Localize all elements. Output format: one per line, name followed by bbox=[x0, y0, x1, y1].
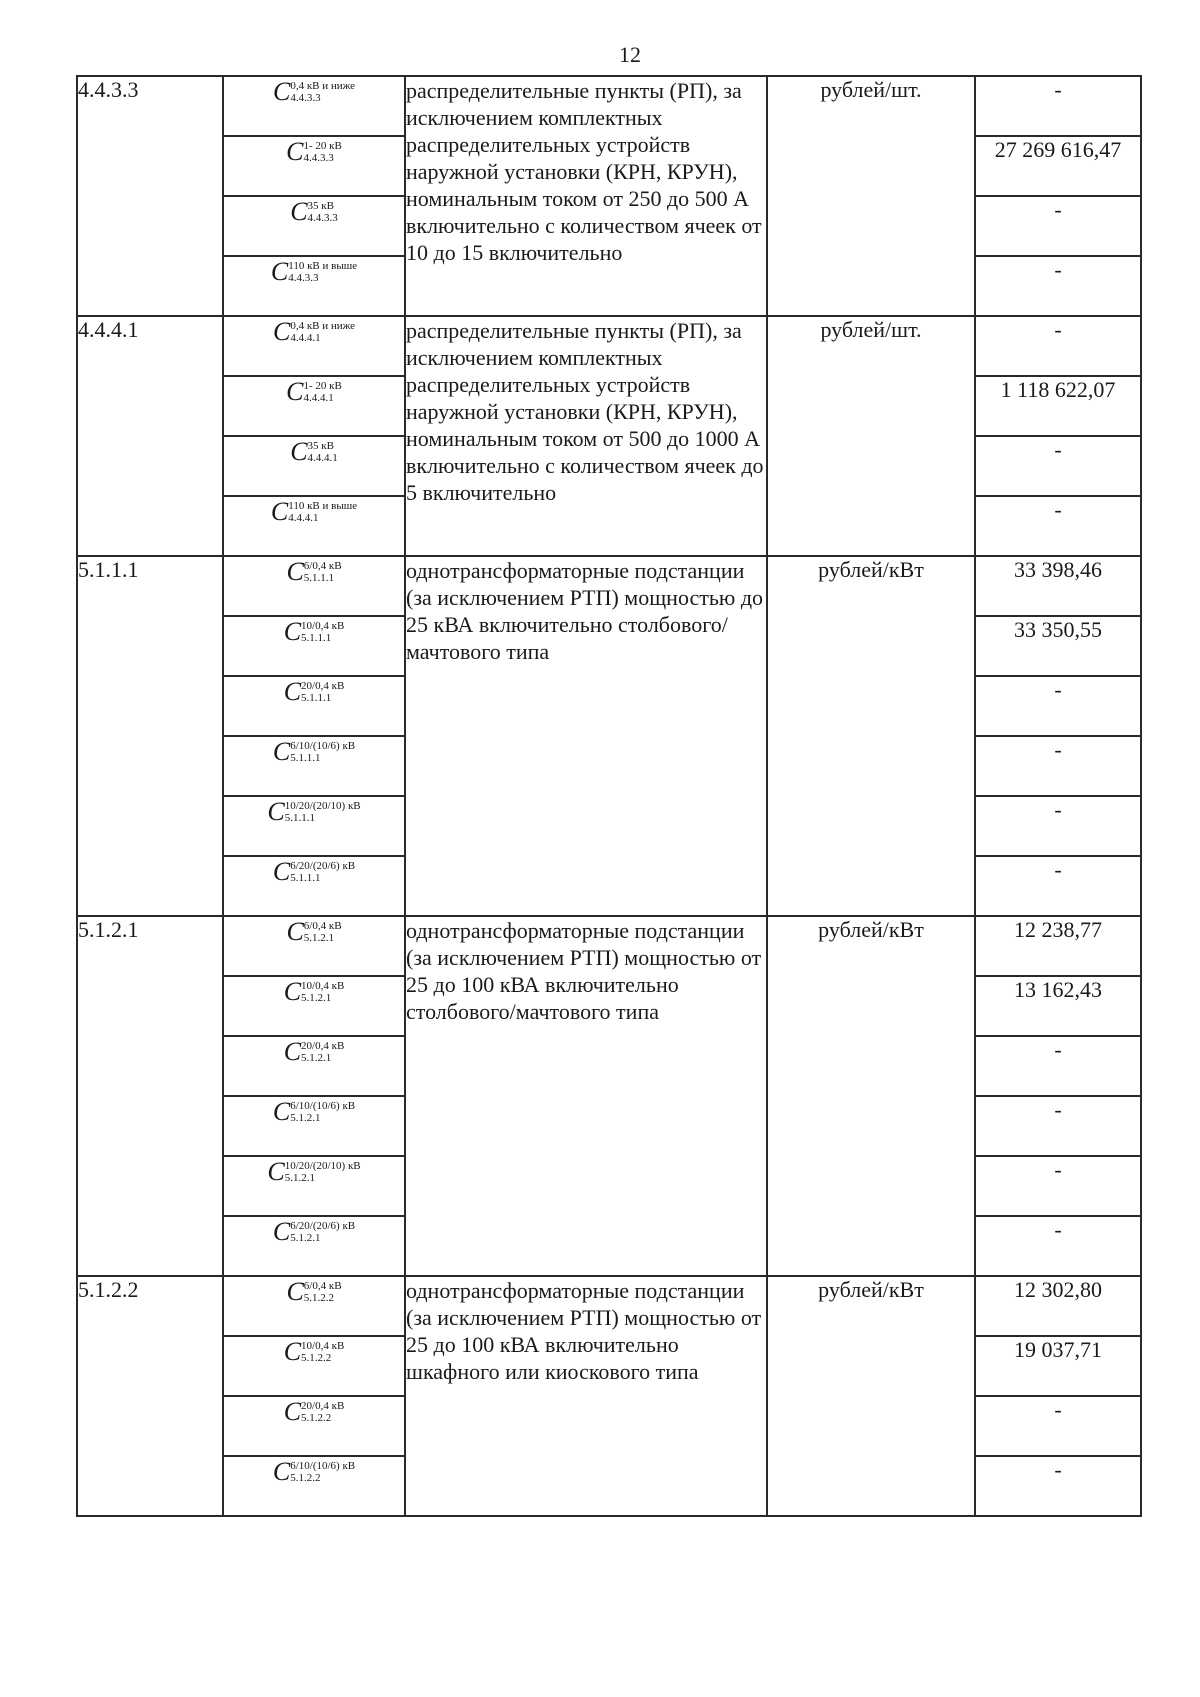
rate-symbol-superscript: 10/20/(20/10) кВ bbox=[284, 800, 361, 812]
rates-table bbox=[76, 75, 1142, 1517]
rate-value: 13 162,43 bbox=[975, 976, 1141, 1036]
rate-symbol-indices bbox=[290, 860, 355, 884]
rate-symbol-cell bbox=[223, 736, 405, 796]
rate-symbol bbox=[273, 1217, 355, 1247]
rate-symbol-letter: C bbox=[283, 617, 302, 646]
rate-symbol bbox=[284, 1337, 345, 1367]
rate-value: - bbox=[975, 496, 1141, 556]
rate-symbol-superscript: 20/0,4 кВ bbox=[301, 1040, 345, 1052]
item-description: однотрансформаторные подстанции (за исключением РТП) мощностью от 25 до 100 кВА включительно столбового/мачтового типа bbox=[405, 916, 767, 1276]
item-code: 5.1.2.2 bbox=[77, 1276, 223, 1516]
rate-symbol-superscript: 6/20/(20/6) кВ bbox=[290, 860, 356, 872]
rate-symbol bbox=[267, 1157, 360, 1187]
rate-symbol bbox=[284, 677, 345, 707]
rate-value: - bbox=[975, 1456, 1141, 1516]
rate-symbol bbox=[284, 1397, 345, 1427]
rate-symbol-subscript: 5.1.2.1 bbox=[301, 992, 332, 1004]
rate-symbol-indices bbox=[290, 1100, 355, 1124]
rate-value: - bbox=[975, 196, 1141, 256]
rate-symbol-letter: C bbox=[272, 737, 291, 766]
rate-symbol-cell bbox=[223, 796, 405, 856]
rate-value: - bbox=[975, 1156, 1141, 1216]
rate-symbol-letter: C bbox=[286, 137, 304, 166]
rate-symbol-cell bbox=[223, 76, 405, 136]
rate-symbol-cell bbox=[223, 676, 405, 736]
rate-symbol-subscript: 5.1.2.1 bbox=[301, 1052, 332, 1064]
rate-symbol-indices bbox=[290, 80, 355, 104]
rate-symbol bbox=[284, 617, 345, 647]
rate-value: - bbox=[975, 736, 1141, 796]
rate-symbol-letter: C bbox=[272, 857, 291, 886]
rate-symbol-cell bbox=[223, 196, 405, 256]
rate-symbol-superscript: 0,4 кВ и ниже bbox=[290, 320, 356, 332]
rate-symbol bbox=[271, 497, 357, 527]
rate-symbol-letter: C bbox=[290, 197, 308, 226]
rate-symbol-letter: C bbox=[283, 977, 302, 1006]
item-code: 5.1.2.1 bbox=[77, 916, 223, 1276]
rate-symbol-indices bbox=[290, 1460, 355, 1484]
item-description: распределительные пункты (РП), за исключением комплектных распределительных устройств наружной установки (КРН, КРУН), номинальным током от 500 до 1000 А включительно с количеством ячеек до 5 включительно bbox=[405, 316, 767, 556]
rate-value: 12 302,80 bbox=[975, 1276, 1141, 1336]
rate-symbol-cell bbox=[223, 1036, 405, 1096]
rate-symbol bbox=[286, 137, 342, 167]
item-unit: рублей/кВт bbox=[767, 916, 975, 1276]
rate-symbol-subscript: 5.1.2.1 bbox=[284, 1172, 315, 1184]
rate-symbol-cell bbox=[223, 916, 405, 976]
rate-symbol-subscript: 4.4.3.3 bbox=[288, 272, 319, 284]
rate-value: - bbox=[975, 1216, 1141, 1276]
rate-symbol-letter: C bbox=[272, 317, 291, 346]
rate-value: - bbox=[975, 856, 1141, 916]
rate-symbol-subscript: 5.1.1.1 bbox=[303, 572, 335, 584]
rate-symbol-letter: C bbox=[286, 557, 304, 586]
rate-symbol-superscript: 1- 20 кВ bbox=[303, 380, 342, 392]
rate-symbol-letter: C bbox=[270, 257, 289, 286]
rate-symbol-indices bbox=[303, 140, 341, 164]
rate-value: 1 118 622,07 bbox=[975, 376, 1141, 436]
rate-symbol-indices bbox=[301, 1040, 344, 1064]
rate-symbol-letter: C bbox=[286, 1277, 304, 1306]
rate-symbol-cell bbox=[223, 1216, 405, 1276]
rate-symbol-indices bbox=[290, 740, 355, 764]
rate-symbol-cell bbox=[223, 976, 405, 1036]
table-row bbox=[77, 316, 1141, 376]
rate-symbol-cell bbox=[223, 136, 405, 196]
rate-symbol-cell bbox=[223, 1396, 405, 1456]
rate-symbol-superscript: 10/20/(20/10) кВ bbox=[284, 1160, 361, 1172]
rate-symbol-subscript: 4.4.4.1 bbox=[307, 452, 338, 464]
item-unit: рублей/кВт bbox=[767, 1276, 975, 1516]
rate-symbol-indices bbox=[285, 800, 361, 824]
rate-symbol-subscript: 4.4.4.1 bbox=[303, 392, 334, 404]
item-unit: рублей/шт. bbox=[767, 316, 975, 556]
rate-symbol bbox=[286, 557, 341, 587]
rate-symbol-indices bbox=[290, 1220, 355, 1244]
item-description: однотрансформаторные подстанции (за исключением РТП) мощностью от 25 до 100 кВА включительно шкафного или киоскового типа bbox=[405, 1276, 767, 1516]
rate-symbol-superscript: 6/0,4 кВ bbox=[303, 560, 342, 572]
rate-symbol-letter: C bbox=[267, 1157, 285, 1186]
rate-value: 33 398,46 bbox=[975, 556, 1141, 616]
rate-symbol-superscript: 10/0,4 кВ bbox=[301, 620, 345, 632]
rate-symbol-cell bbox=[223, 376, 405, 436]
rate-symbol-superscript: 0,4 кВ и ниже bbox=[290, 80, 356, 92]
rate-symbol-indices bbox=[301, 980, 344, 1004]
rate-symbol-indices bbox=[308, 200, 338, 224]
rate-symbol bbox=[273, 77, 355, 107]
rate-symbol-indices bbox=[304, 920, 342, 944]
table-row bbox=[77, 76, 1141, 136]
rate-symbol bbox=[286, 1277, 341, 1307]
rate-symbol-letter: C bbox=[272, 77, 291, 106]
rate-symbol-cell bbox=[223, 856, 405, 916]
rate-symbol bbox=[267, 797, 360, 827]
rate-symbol-letter: C bbox=[283, 677, 302, 706]
rate-symbol-cell bbox=[223, 256, 405, 316]
rates-table-body bbox=[77, 76, 1141, 1516]
rate-value: - bbox=[975, 1096, 1141, 1156]
rate-symbol-subscript: 5.1.1.1 bbox=[301, 692, 332, 704]
rate-symbol bbox=[286, 917, 341, 947]
rate-symbol-superscript: 6/0,4 кВ bbox=[303, 920, 342, 932]
item-code: 4.4.3.3 bbox=[77, 76, 223, 316]
rate-symbol-superscript: 6/0,4 кВ bbox=[303, 1280, 342, 1292]
rate-value: - bbox=[975, 256, 1141, 316]
item-description: распределительные пункты (РП), за исключением комплектных распределительных устройств наружной установки (КРН, КРУН), номинальным током от 250 до 500 А включительно с количеством ячеек от 10 до 15 включительно bbox=[405, 76, 767, 316]
rate-symbol-letter: C bbox=[283, 1397, 302, 1426]
rate-symbol-cell bbox=[223, 556, 405, 616]
rate-value: 12 238,77 bbox=[975, 916, 1141, 976]
rate-value: - bbox=[975, 76, 1141, 136]
rate-symbol-cell bbox=[223, 616, 405, 676]
item-description: однотрансформаторные подстанции (за исключением РТП) мощностью до 25 кВА включительно столбового/мачтового типа bbox=[405, 556, 767, 916]
rate-symbol-superscript: 10/0,4 кВ bbox=[301, 980, 345, 992]
table-row bbox=[77, 916, 1141, 976]
rate-symbol-subscript: 4.4.4.1 bbox=[290, 332, 321, 344]
rate-symbol-letter: C bbox=[272, 1457, 291, 1486]
rate-symbol-subscript: 4.4.3.3 bbox=[303, 152, 334, 164]
rate-value: 33 350,55 bbox=[975, 616, 1141, 676]
page-number: 12 bbox=[619, 42, 641, 67]
rate-symbol-letter: C bbox=[283, 1337, 302, 1366]
rate-symbol bbox=[273, 737, 355, 767]
rate-symbol-indices bbox=[290, 320, 355, 344]
rate-symbol-cell bbox=[223, 1276, 405, 1336]
table-row bbox=[77, 556, 1141, 616]
rate-symbol-indices bbox=[301, 620, 344, 644]
rate-symbol-letter: C bbox=[272, 1217, 291, 1246]
rate-symbol bbox=[284, 977, 345, 1007]
rate-value: 19 037,71 bbox=[975, 1336, 1141, 1396]
rate-value: 27 269 616,47 bbox=[975, 136, 1141, 196]
rate-symbol bbox=[271, 257, 357, 287]
rate-symbol-indices bbox=[288, 260, 357, 284]
rate-symbol-superscript: 1- 20 кВ bbox=[303, 140, 342, 152]
rate-symbol bbox=[286, 377, 342, 407]
rate-symbol-cell bbox=[223, 1096, 405, 1156]
rate-symbol-superscript: 6/10/(10/6) кВ bbox=[290, 1460, 356, 1472]
rate-symbol-superscript: 6/10/(10/6) кВ bbox=[290, 1100, 356, 1112]
rate-symbol-superscript: 35 кВ bbox=[307, 200, 334, 212]
rate-symbol-subscript: 5.1.2.2 bbox=[301, 1352, 332, 1364]
rate-symbol-subscript: 5.1.1.1 bbox=[301, 632, 332, 644]
rate-symbol-cell bbox=[223, 1156, 405, 1216]
rate-symbol-superscript: 10/0,4 кВ bbox=[301, 1340, 345, 1352]
rate-symbol-indices bbox=[288, 500, 357, 524]
rate-value: - bbox=[975, 796, 1141, 856]
rate-symbol-superscript: 6/20/(20/6) кВ bbox=[290, 1220, 356, 1232]
rate-symbol bbox=[273, 1097, 355, 1127]
rate-symbol-subscript: 4.4.4.1 bbox=[288, 512, 319, 524]
rate-symbol-subscript: 5.1.2.1 bbox=[303, 932, 335, 944]
item-code: 5.1.1.1 bbox=[77, 556, 223, 916]
rate-value: - bbox=[975, 676, 1141, 736]
rate-symbol-indices bbox=[301, 680, 344, 704]
rate-symbol bbox=[290, 197, 338, 227]
rate-symbol-letter: C bbox=[283, 1037, 302, 1066]
item-code: 4.4.4.1 bbox=[77, 316, 223, 556]
item-unit: рублей/шт. bbox=[767, 76, 975, 316]
rate-symbol-subscript: 5.1.1.1 bbox=[284, 812, 315, 824]
rate-symbol bbox=[273, 317, 355, 347]
rate-symbol-indices bbox=[304, 1280, 342, 1304]
rate-symbol-subscript: 5.1.2.1 bbox=[290, 1232, 321, 1244]
rate-symbol-subscript: 5.1.2.1 bbox=[290, 1112, 321, 1124]
rate-symbol-subscript: 5.1.2.2 bbox=[290, 1472, 321, 1484]
rate-symbol-indices bbox=[303, 380, 341, 404]
rate-symbol-cell bbox=[223, 496, 405, 556]
rate-symbol-subscript: 5.1.1.1 bbox=[290, 752, 321, 764]
rate-symbol-superscript: 20/0,4 кВ bbox=[301, 1400, 345, 1412]
rate-symbol-subscript: 4.4.3.3 bbox=[290, 92, 321, 104]
rate-value: - bbox=[975, 316, 1141, 376]
rate-symbol-cell bbox=[223, 316, 405, 376]
rate-symbol bbox=[273, 857, 355, 887]
rate-symbol-indices bbox=[285, 1160, 361, 1184]
rate-symbol-superscript: 6/10/(10/6) кВ bbox=[290, 740, 356, 752]
rate-symbol-cell bbox=[223, 436, 405, 496]
rate-symbol-superscript: 20/0,4 кВ bbox=[301, 680, 345, 692]
rate-symbol-indices bbox=[301, 1400, 344, 1424]
rate-symbol-subscript: 5.1.1.1 bbox=[290, 872, 321, 884]
rate-symbol bbox=[290, 437, 338, 467]
rate-symbol-indices bbox=[304, 560, 342, 584]
rate-symbol-subscript: 5.1.2.2 bbox=[303, 1292, 335, 1304]
rate-symbol-subscript: 4.4.3.3 bbox=[307, 212, 338, 224]
rate-value: - bbox=[975, 1396, 1141, 1456]
rate-symbol-letter: C bbox=[272, 1097, 291, 1126]
rate-symbol-superscript: 35 кВ bbox=[307, 440, 334, 452]
rate-symbol-cell bbox=[223, 1336, 405, 1396]
rate-symbol-letter: C bbox=[286, 917, 304, 946]
rate-symbol bbox=[273, 1457, 355, 1487]
rate-symbol-subscript: 5.1.2.2 bbox=[301, 1412, 332, 1424]
table-row bbox=[77, 1276, 1141, 1336]
rate-symbol-cell bbox=[223, 1456, 405, 1516]
rate-value: - bbox=[975, 436, 1141, 496]
item-unit: рублей/кВт bbox=[767, 556, 975, 916]
rate-value: - bbox=[975, 1036, 1141, 1096]
rate-symbol-letter: C bbox=[286, 377, 304, 406]
rate-symbol-indices bbox=[308, 440, 338, 464]
rate-symbol-superscript: 110 кВ и выше bbox=[288, 500, 358, 512]
rate-symbol-letter: C bbox=[270, 497, 289, 526]
rate-symbol-letter: C bbox=[267, 797, 285, 826]
rate-symbol-letter: C bbox=[290, 437, 308, 466]
rate-symbol-indices bbox=[301, 1340, 344, 1364]
rate-symbol-superscript: 110 кВ и выше bbox=[288, 260, 358, 272]
rate-symbol bbox=[284, 1037, 345, 1067]
